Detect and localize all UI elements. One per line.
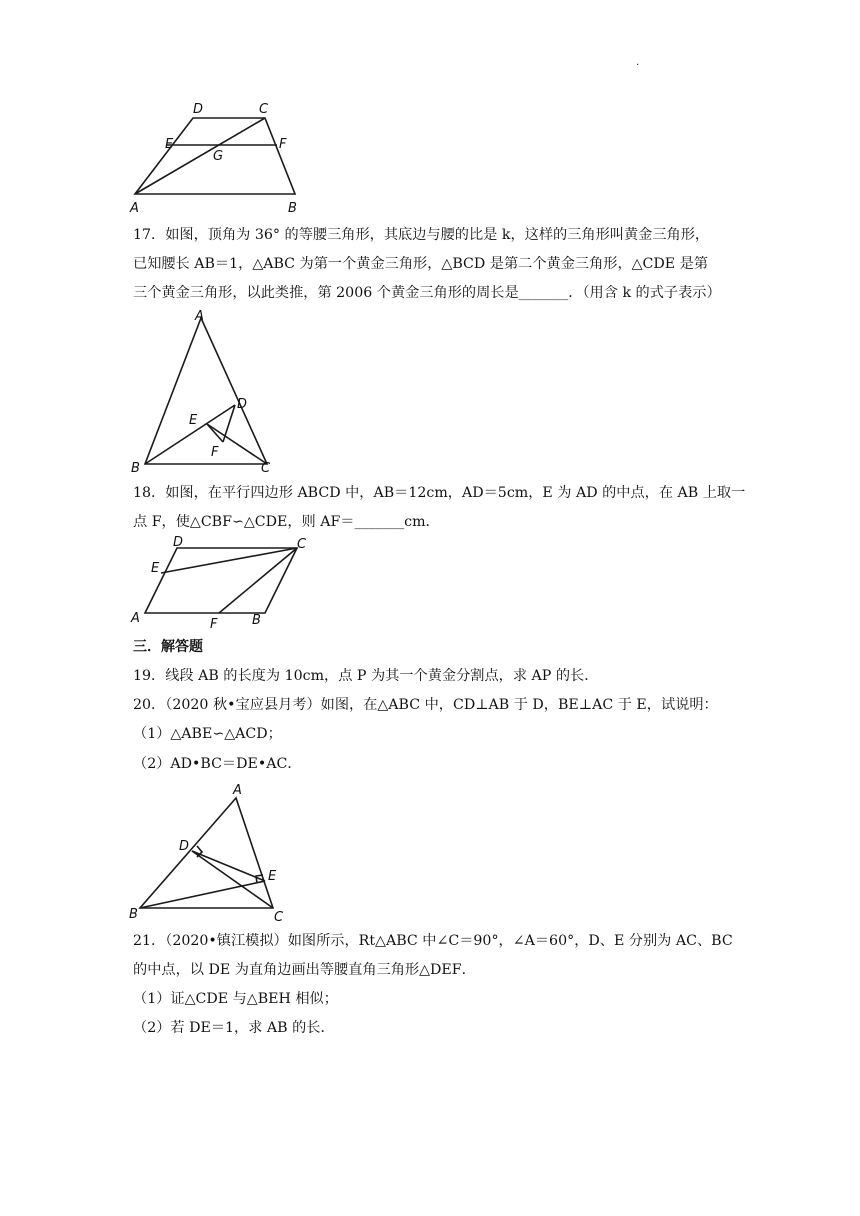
q20-line1: 20．（2020 秋•宝应县月考）如图，在△ABC 中，CD⊥AB 于 D，BE⊥AC 于 E，试说明： <box>133 697 718 713</box>
label-a: A <box>195 309 204 324</box>
label-a: A <box>233 783 242 798</box>
label-b: B <box>131 461 140 476</box>
parallelogram-abcd <box>145 548 297 613</box>
q21-line1: 21．（2020•镇江模拟）如图所示，Rt△ABC 中∠C＝90°，∠A＝60°，D、E 分别为 AC、BC <box>133 933 733 949</box>
q21-part1: （1）证△CDE 与△BEH 相似； <box>133 991 338 1007</box>
figure-golden-triangle <box>125 308 285 476</box>
label-e: E <box>268 869 277 884</box>
segment-fc <box>219 548 297 613</box>
label-e: E <box>189 413 198 428</box>
label-f: F <box>210 617 218 632</box>
label-c: C <box>297 537 307 552</box>
q20-part1: （1）△ABE∽△ACD； <box>133 726 282 742</box>
segment-ac <box>135 118 265 194</box>
triangle-abc <box>140 798 273 908</box>
label-c: C <box>274 910 284 925</box>
q17-line3: 三个黄金三角形，以此类推，第 2006 个黄金三角形的周长是_______．（用含 k 的式子表示） <box>133 285 721 301</box>
q19-line: 19．线段 AB 的长度为 10cm，点 P 为其一个黄金分割点，求 AP 的长． <box>133 668 599 684</box>
label-b: B <box>129 907 138 922</box>
q18-line1: 18．如图，在平行四边形 ABCD 中，AB＝12cm，AD＝5cm，E 为 AD 的中点，在 AB 上取一 <box>133 485 746 501</box>
segment-ec <box>161 548 297 573</box>
q18-line2: 点 F，使△CBF∽△CDE，则 AF＝_______cm． <box>133 514 440 530</box>
figure-triangle-altitudes <box>125 778 295 925</box>
label-d: D <box>173 535 184 550</box>
section-heading: 三．解答题 <box>133 639 203 655</box>
label-b: B <box>252 613 261 628</box>
label-a: A <box>130 201 139 216</box>
label-b: B <box>288 201 297 216</box>
label-c: C <box>261 461 271 476</box>
triangle-abc <box>145 318 267 464</box>
segment-be <box>140 881 265 908</box>
label-c: C <box>259 102 269 117</box>
label-g: G <box>213 149 224 164</box>
label-d: D <box>237 397 248 412</box>
label-d: D <box>179 839 190 854</box>
q21-line2: 的中点，以 DE 为直角边画出等腰直角三角形△DEF． <box>133 962 476 978</box>
header-mark: . <box>636 57 640 68</box>
label-a: A <box>131 611 140 626</box>
q17-line2: 已知腰长 AB＝1，△ABC 为第一个黄金三角形，△BCD 是第二个黄金三角形，△CDE 是第 <box>133 256 709 272</box>
q20-part2: （2）AD•BC＝DE•AC． <box>133 756 302 772</box>
q17-line1: 17．如图，顶角为 36° 的等腰三角形，其底边与腰的比是 k，这样的三角形叫黄金三角形， <box>133 227 710 243</box>
label-d: D <box>193 102 204 117</box>
q21-part2: （2）若 DE＝1，求 AB 的长． <box>133 1020 335 1036</box>
label-f: F <box>279 137 287 152</box>
label-e: E <box>151 561 160 576</box>
label-e: E <box>165 137 174 152</box>
figure-parallelogram <box>125 534 325 630</box>
figure-trapezoid <box>125 98 315 220</box>
segment-df <box>223 405 235 442</box>
label-f: F <box>211 445 219 460</box>
